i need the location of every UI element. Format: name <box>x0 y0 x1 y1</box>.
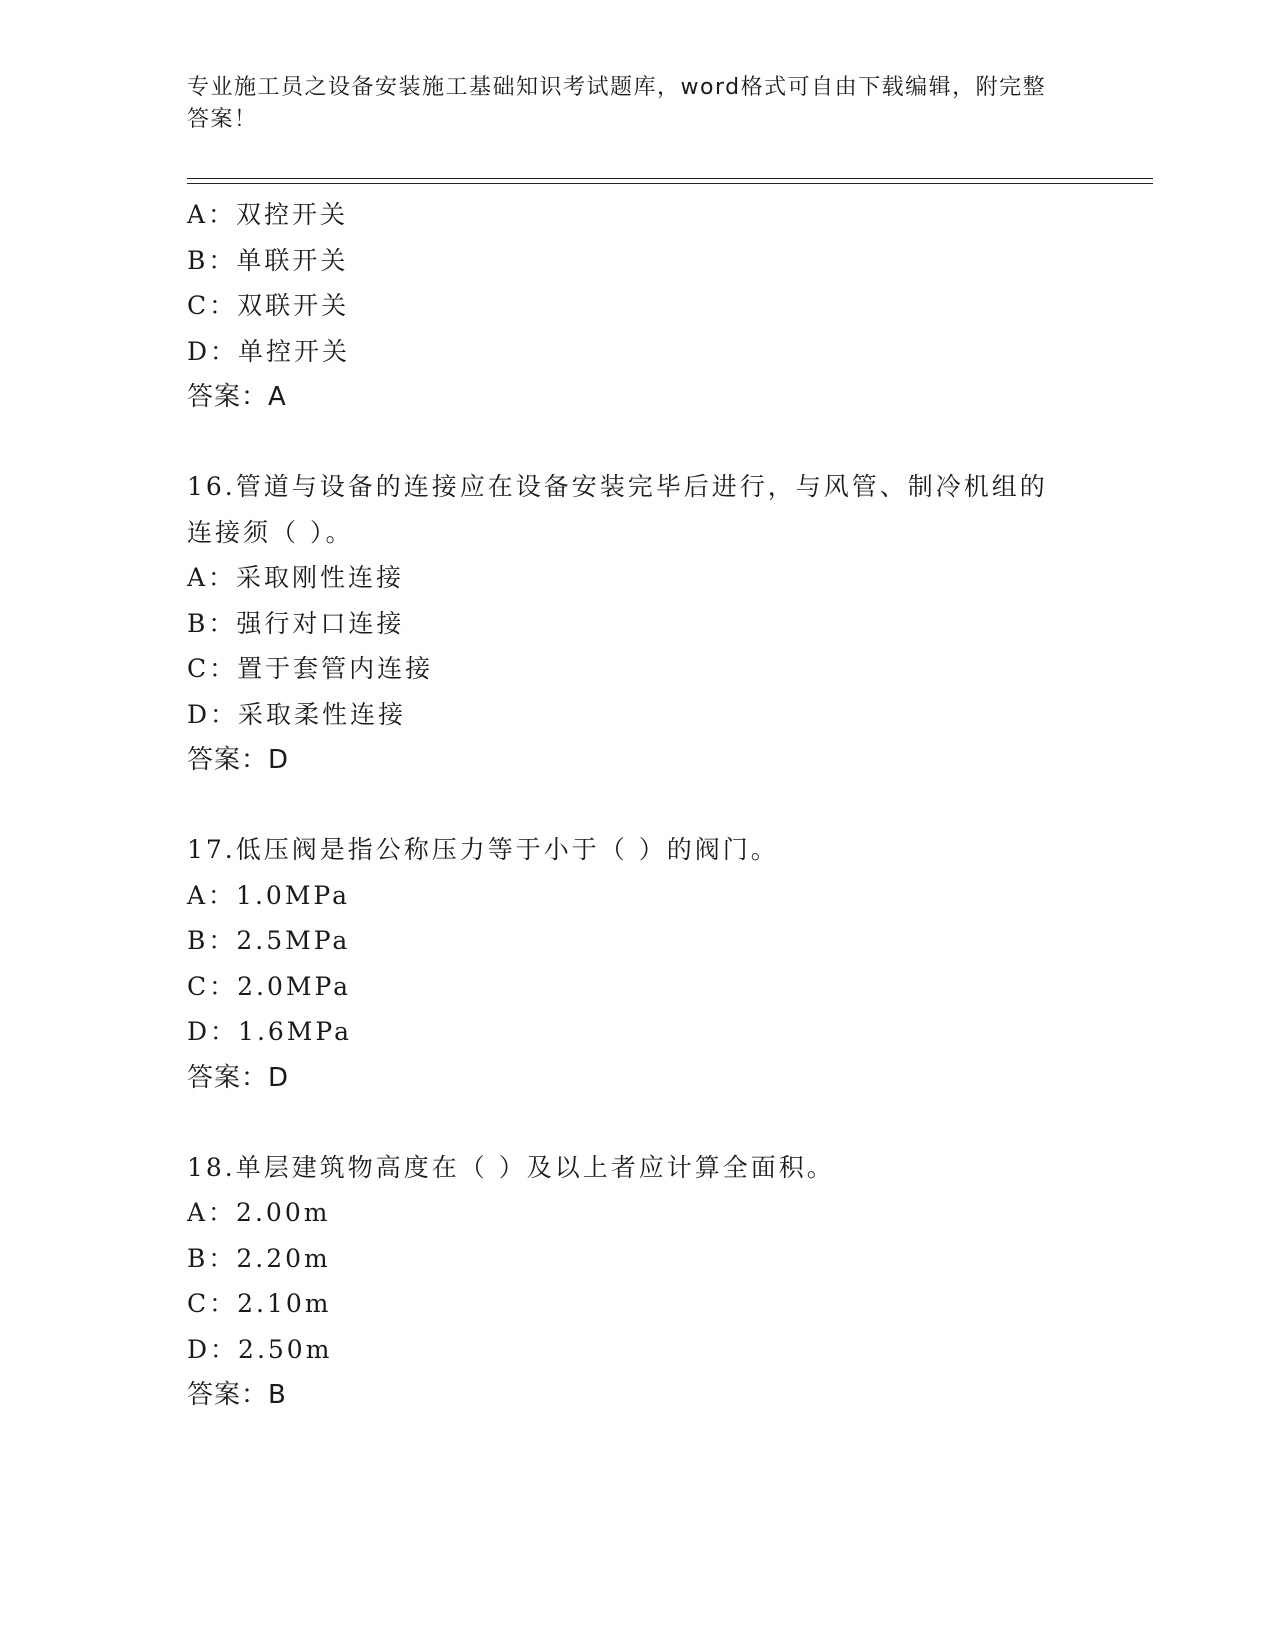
answer-line: 答案：A <box>187 382 287 412</box>
option-d: D：单控开关 <box>187 336 351 366</box>
option-c: C：双联开关 <box>187 291 350 320</box>
option-a: A：双控开关 <box>187 200 349 229</box>
option-c: C：置于套管内连接 <box>187 654 434 683</box>
option-a: A：采取刚性连接 <box>187 563 405 592</box>
option-b: B：2.5MPa <box>187 926 351 955</box>
question-stem: 18.单层建筑物高度在（ ）及以上者应计算全面积。 <box>187 1152 835 1182</box>
question-17 <box>187 827 1107 1101</box>
answer-line: 答案：D <box>187 1062 290 1093</box>
option-c: C：2.10m <box>187 1289 332 1318</box>
option-b: B：2.20m <box>187 1243 331 1273</box>
option-d: D：2.50m <box>187 1334 333 1364</box>
option-a: A：2.00m <box>187 1198 331 1227</box>
answer-line: 答案：D <box>187 745 290 775</box>
header-divider-bottom <box>187 183 1153 184</box>
question-16 <box>187 464 1107 783</box>
header-divider-top <box>187 178 1153 179</box>
document-body <box>187 192 1107 1418</box>
option-d: D：采取柔性连接 <box>187 699 407 729</box>
option-b: B：强行对口连接 <box>187 608 405 638</box>
option-a: A：1.0MPa <box>187 880 351 910</box>
option-d: D：1.6MPa <box>187 1017 353 1046</box>
question-15-continued <box>187 192 1107 420</box>
answer-line: 答案：B <box>187 1380 287 1410</box>
question-18 <box>187 1145 1107 1419</box>
question-stem: 16.管道与设备的连接应在设备安装完毕后进行，与风管、制冷机组的 <box>187 472 1048 501</box>
option-c: C：2.0MPa <box>187 971 352 1001</box>
option-b: B：单联开关 <box>187 245 349 275</box>
question-stem: 17.低压阀是指公称压力等于小于（ ）的阀门。 <box>187 835 779 864</box>
document-header: 专业施工员之设备安装施工基础知识考试题库，word格式可自由下载编辑，附完整答案！ <box>187 75 1047 132</box>
question-stem-continued: 连接须（ ）。 <box>187 517 354 547</box>
